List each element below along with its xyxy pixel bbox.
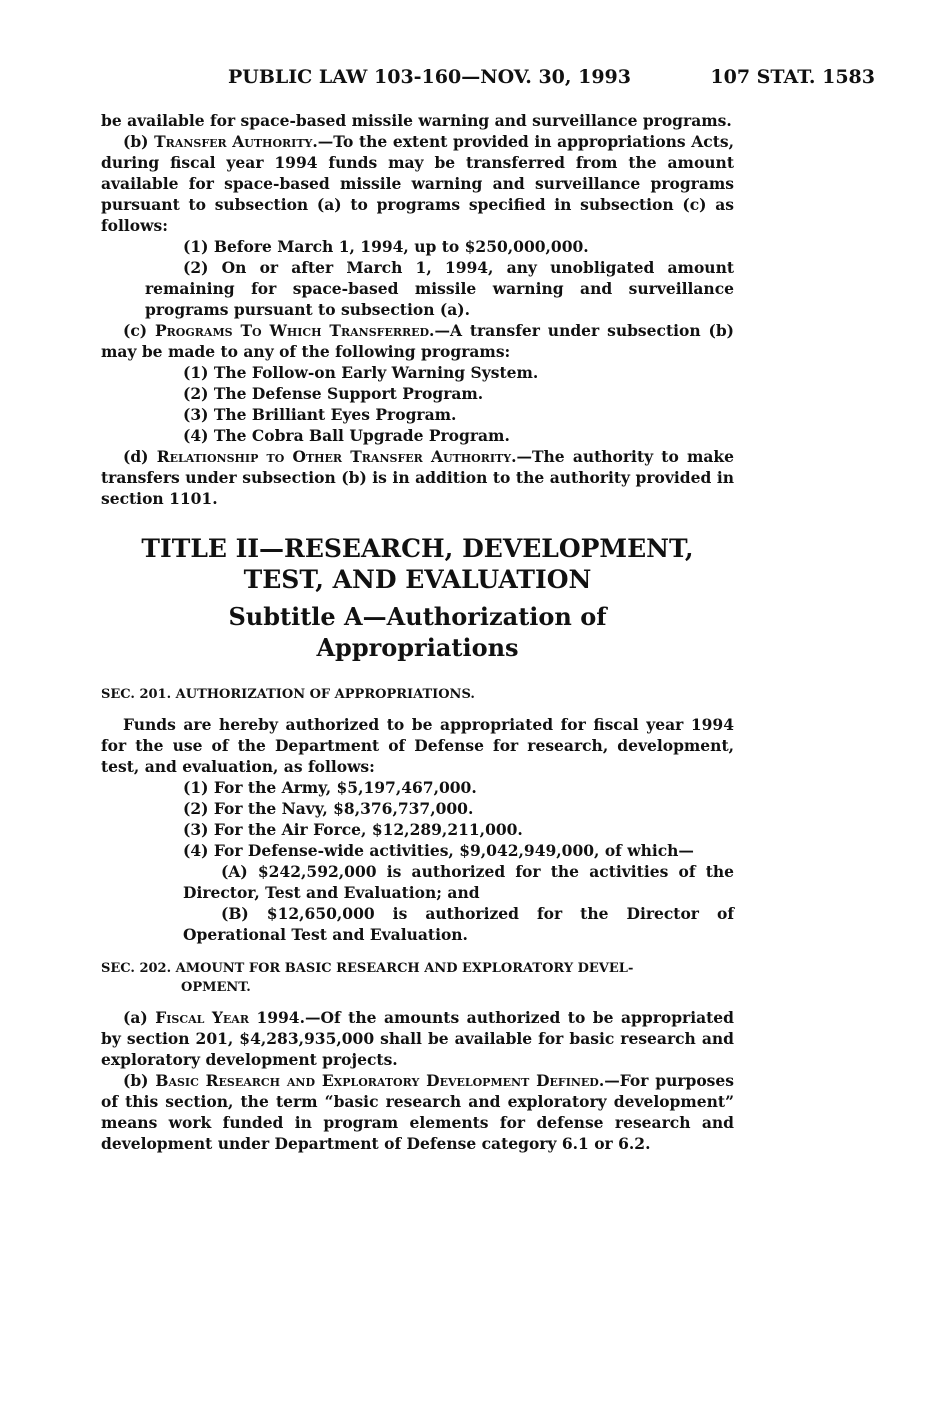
document-body xyxy=(101,110,734,1154)
subtitle-heading xyxy=(101,601,734,663)
section-202-heading-line-2: OPMENT. xyxy=(181,980,251,995)
title-line-1: TITLE II—RESEARCH, DEVELOPMENT, xyxy=(141,534,694,563)
list-item: (4) The Cobra Ball Upgrade Program. xyxy=(183,426,510,445)
list-item: (3) The Brilliant Eyes Program. xyxy=(183,405,457,424)
section-202-b-label: (b) xyxy=(123,1071,156,1090)
subsection-d-heading: Relationship to Other Transfer Authority xyxy=(156,447,512,466)
header-page-number: 107 STAT. 1583 xyxy=(710,66,875,88)
list-item: (2) The Defense Support Program. xyxy=(183,384,484,403)
subsection-b-heading: Transfer Authority xyxy=(154,132,313,151)
title-heading xyxy=(101,533,734,595)
subsection-d xyxy=(101,446,734,509)
sub-list-item: (B) $12,650,000 is authorized for the Director of Operational Test and Evaluation. xyxy=(183,904,734,944)
subsection-b-text: .—To the extent provided in appropriations Acts, during fiscal year 1994 funds may be transferred from the amount available for space-based missile warning and surveillance programs pursuant to subsection (a) to programs specified in subsection (c) as follows: xyxy=(101,132,734,235)
list-item: (4) For Defense-wide activities, $9,042,949,000, of which— xyxy=(183,841,694,860)
list-item: (1) The Follow-on Early Warning System. xyxy=(183,363,539,382)
subsection-b-label: (b) xyxy=(123,132,155,151)
section-202-b-text: .—For purposes of this section, the term “basic research and exploratory development” means work funded in program elements for defense research and development under Department of Defense category 6.1 or 6.2. xyxy=(101,1071,734,1153)
section-202-subsection-b xyxy=(101,1070,734,1154)
section-202-heading-line-1: SEC. 202. AMOUNT FOR BASIC RESEARCH AND EXPLORATORY DEVEL- xyxy=(101,961,634,976)
section-202-subsection-a xyxy=(101,1007,734,1070)
subsection-d-text: .—The authority to make transfers under subsection (b) is in addition to the authority provided in section 1101. xyxy=(101,447,735,508)
section-202-b-heading: Basic Research and Exploratory Development Defined xyxy=(155,1071,599,1090)
paragraph-continuation: be available for space-based missile warning and surveillance programs. xyxy=(101,111,732,130)
section-202-a-text: .—Of the amounts authorized to be appropriated by section 201, $4,283,935,000 shall be available for basic research and exploratory development projects. xyxy=(101,1008,735,1069)
title-line-2: TEST, AND EVALUATION xyxy=(243,565,592,594)
section-201-intro: Funds are hereby authorized to be appropriated for fiscal year 1994 for the use of the Department of Defense for research, development, test, and evaluation, as follows: xyxy=(101,715,734,776)
running-header xyxy=(228,66,875,90)
list-item: (2) On or after March 1, 1994, any unobligated amount remaining for space-based missile warning and surveillance programs pursuant to subsection (a). xyxy=(145,258,734,319)
subsection-c-label: (c) xyxy=(123,321,155,340)
subsection-d-label: (d) xyxy=(123,447,157,466)
section-202-a-heading: Fiscal Year 1994 xyxy=(155,1008,300,1027)
subtitle-line-1: Subtitle A—Authorization of xyxy=(228,602,607,631)
subsection-c-heading: Programs To Which Transferred xyxy=(155,321,430,340)
subtitle-line-2: Appropriations xyxy=(316,633,519,662)
list-item: (1) For the Army, $5,197,467,000. xyxy=(183,778,477,797)
subsection-c xyxy=(101,320,734,362)
header-citation: PUBLIC LAW 103-160—NOV. 30, 1993 xyxy=(228,66,631,88)
subsection-b xyxy=(101,131,734,236)
list-item: (2) For the Navy, $8,376,737,000. xyxy=(183,799,474,818)
sub-list-item: (A) $242,592,000 is authorized for the activities of the Director, Test and Evaluation; and xyxy=(183,862,734,902)
subsection-c-text: .—A transfer under subsection (b) may be made to any of the following programs: xyxy=(101,321,734,361)
section-202-heading xyxy=(101,959,734,997)
section-202-a-label: (a) xyxy=(123,1008,156,1027)
section-201-heading: SEC. 201. AUTHORIZATION OF APPROPRIATIONS. xyxy=(101,687,475,702)
list-item: (1) Before March 1, 1994, up to $250,000,000. xyxy=(183,237,589,256)
list-item: (3) For the Air Force, $12,289,211,000. xyxy=(183,820,523,839)
